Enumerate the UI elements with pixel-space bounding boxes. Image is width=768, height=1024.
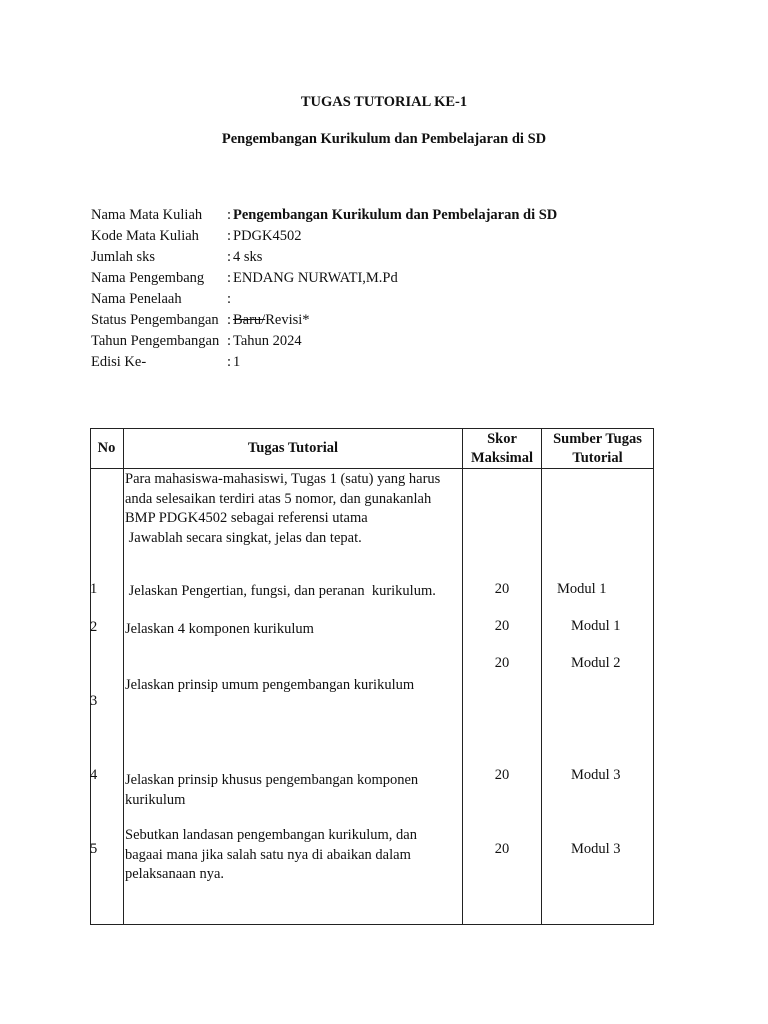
info-colon: : xyxy=(227,312,232,328)
info-colon: : xyxy=(227,291,232,307)
instruction-line: anda selesaikan terdiri atas 5 nomor, dan gunakanlah xyxy=(125,490,432,507)
task-source: Modul 1 xyxy=(557,581,607,597)
task-source: Modul 1 xyxy=(571,618,621,634)
task-source: Modul 3 xyxy=(571,841,621,857)
instruction-line: BMP PDGK4502 sebagai referensi utama xyxy=(125,510,368,526)
task-source: Modul 3 xyxy=(571,767,621,783)
task-line: Jelaskan prinsip khusus pengembangan komponen xyxy=(125,772,419,788)
info-row-tahun-pengembangan xyxy=(91,331,557,352)
info-row-nama-penelaah xyxy=(91,289,557,310)
task-text: Jelaskan Pengertian, fungsi, dan peranan kurikulum. xyxy=(125,583,436,599)
info-label: Status Pengembangan xyxy=(91,312,219,328)
info-colon: : xyxy=(227,354,232,370)
header-line: Maksimal xyxy=(470,450,534,466)
info-row-jumlah-sks xyxy=(91,247,557,268)
header-skor-maksimal xyxy=(463,430,541,468)
table-border-bottom xyxy=(90,924,654,925)
task-score: 20 xyxy=(494,581,510,597)
info-label: Edisi Ke- xyxy=(91,354,147,370)
table-border-right xyxy=(653,428,654,925)
header-line: Tutorial xyxy=(572,450,623,466)
info-colon: : xyxy=(227,270,232,286)
info-value: ENDANG NURWATI,M.Pd xyxy=(233,270,398,286)
task-number: 3 xyxy=(90,693,98,709)
info-value: 4 sks xyxy=(233,249,263,265)
task-text xyxy=(125,826,417,885)
instructions-paragraph xyxy=(125,470,440,548)
task-line: pelaksanaan nya. xyxy=(125,866,225,882)
info-value: Pengembangan Kurikulum dan Pembelajaran di SD xyxy=(233,207,558,223)
selected-option: Revisi* xyxy=(265,312,310,328)
header-line: Sumber Tugas xyxy=(553,431,642,447)
header-sumber-tugas xyxy=(542,430,653,468)
instruction-line: Jawablah secara singkat, jelas dan tepat. xyxy=(125,529,362,546)
task-score: 20 xyxy=(494,767,510,783)
task-number: 4 xyxy=(90,767,98,783)
task-line: kurikulum xyxy=(125,791,186,808)
document-subtitle: Pengembangan Kurikulum dan Pembelajaran di SD xyxy=(221,131,547,147)
info-value: PDGK4502 xyxy=(233,228,302,244)
info-colon: : xyxy=(227,207,232,223)
table-header-divider xyxy=(90,468,654,469)
task-line: Sebutkan landasan pengembangan kurikulum, dan xyxy=(125,827,417,843)
struck-option: Baru/ xyxy=(233,312,266,328)
table-border-top xyxy=(90,428,654,429)
task-text xyxy=(125,771,418,810)
info-value: Tahun 2024 xyxy=(233,333,302,349)
task-number: 5 xyxy=(90,841,98,857)
task-score: 20 xyxy=(494,841,510,857)
info-label: Nama Penelaah xyxy=(91,291,182,307)
info-row-edisi xyxy=(91,352,557,373)
header-no: No xyxy=(97,440,116,456)
column-divider xyxy=(123,428,124,925)
task-score: 20 xyxy=(494,618,510,634)
header-line: Skor xyxy=(487,431,517,447)
task-text: Jelaskan 4 komponen kurikulum xyxy=(125,621,314,637)
course-info xyxy=(91,205,557,373)
tutorial-task-table xyxy=(90,428,654,925)
info-label: Tahun Pengembangan xyxy=(91,333,220,349)
info-colon: : xyxy=(227,228,232,244)
info-row-nama-pengembang xyxy=(91,268,557,289)
info-value xyxy=(233,310,310,331)
info-label: Nama Mata Kuliah xyxy=(91,207,203,223)
info-row-kode-mata-kuliah xyxy=(91,226,557,247)
info-label: Nama Pengembang xyxy=(91,270,205,286)
task-number: 1 xyxy=(90,581,98,597)
info-label: Jumlah sks xyxy=(91,249,156,265)
column-divider xyxy=(541,428,542,925)
info-colon: : xyxy=(227,249,232,265)
instruction-line: Para mahasiswa-mahasiswi, Tugas 1 (satu) yang harus xyxy=(125,471,441,487)
info-row-nama-mata-kuliah xyxy=(91,205,557,226)
info-label: Kode Mata Kuliah xyxy=(91,228,199,244)
info-colon: : xyxy=(227,333,232,349)
task-text: Jelaskan prinsip umum pengembangan kurikulum xyxy=(125,677,415,693)
task-number: 2 xyxy=(90,619,98,635)
task-score: 20 xyxy=(494,655,510,671)
document-title: TUGAS TUTORIAL KE-1 xyxy=(300,94,468,110)
info-row-status-pengembangan xyxy=(91,310,557,331)
task-line: bagaai mana jika salah satu nya di abaikan dalam xyxy=(125,846,411,863)
task-source: Modul 2 xyxy=(571,655,621,671)
header-tugas-tutorial: Tugas Tutorial xyxy=(247,440,339,456)
info-value: 1 xyxy=(233,354,241,370)
